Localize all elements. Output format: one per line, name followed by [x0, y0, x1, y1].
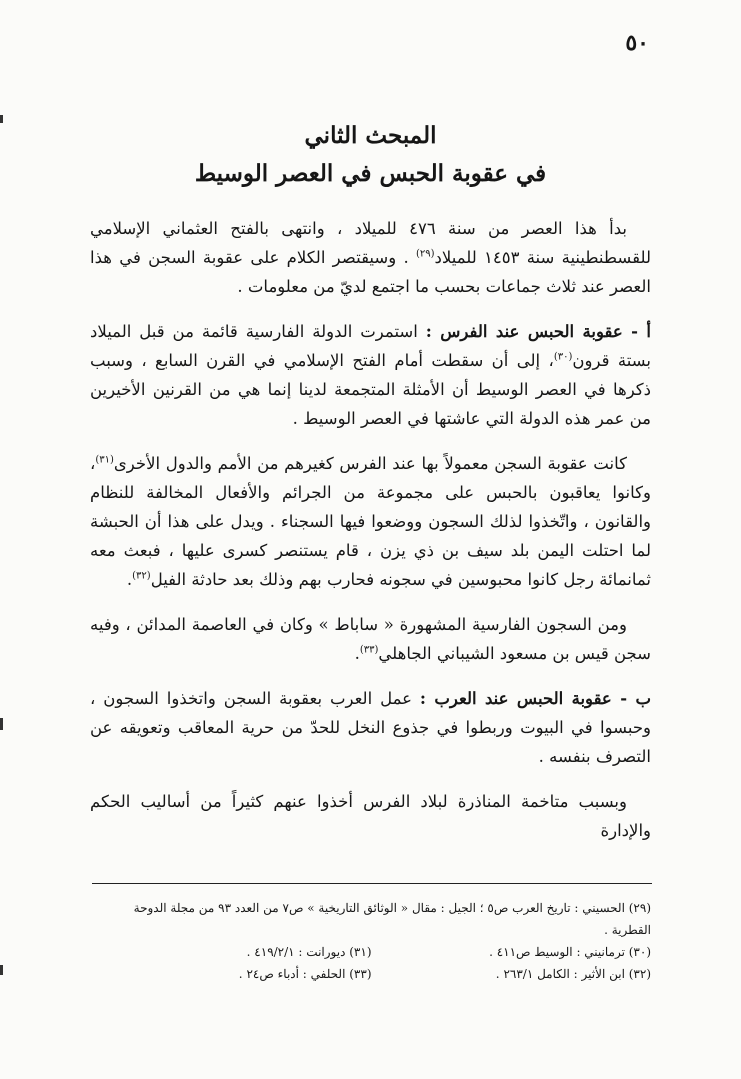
paragraph-text: . وسيقتصر الكلام على عقوبة السجن في هذا العصر عند ثلاث جماعات بحسب ما اجتمع لديّ من معلومات .: [90, 248, 651, 296]
paragraph-text: ، إلى أن سقطت أمام الفتح الإسلامي في القرن السابع ، وسبب ذكرها في العصر الوسيط أن الأمثلة المتجمعة لدينا إنما هي من القرنين الأخيرين من عمر هذه الدولة التي عاشتها في العصر الوسيط .: [90, 351, 651, 428]
footnote-ref: (٣١): [95, 454, 114, 466]
paragraph-text: عمل العرب بعقوبة السجن واتخذوا السجون ، وحبسوا في البيوت وربطوا في جذوع النخل للحدّ من حرية المعاقب وتعويقه عن التصرف بنفسه .: [90, 689, 651, 766]
footnote-29: (٢٩) الحسيني : تاريخ العرب ص٥ ؛ الجيل : مقال « الوثائق التاريخية » ص٧ من العدد ٩٣ من مجلة الدوحة القطرية .: [133, 901, 651, 937]
footnote-row: [92, 941, 651, 963]
subsection-heading-arabs: ب - عقوبة الحبس عند العرب :: [419, 689, 651, 708]
paragraph-sabat: [90, 610, 651, 668]
heading-line-1: المبحث الثاني: [304, 122, 437, 149]
footnote-31: (٣١) ديورانت : ٤١٩/٢/١ .: [246, 945, 372, 959]
paragraph-text: وبسبب متاخمة المناذرة لبلاد الفرس أخذوا عنهم كثيراً من أساليب الحكم والإدارة: [90, 792, 651, 840]
footnote-ref: (٣٢): [132, 570, 151, 582]
paragraph-persian-prisons: [90, 449, 651, 594]
scan-edge-mark: [0, 718, 3, 730]
paragraph-intro: [90, 214, 651, 301]
footnote-30: (٣٠) ترمانيني : الوسيط ص٤١١ .: [489, 945, 651, 959]
paragraph-text: بدأ هذا العصر من سنة ٤٧٦ للميلاد ، وانتهى بالفتح العثماني الإسلامي للقسطنطينية سنة ١٤٥٣ للميلاد: [90, 219, 651, 267]
paragraph-text: كانت عقوبة السجن معمولاً بها عند الفرس كغيرهم من الأمم والدول الأخرى: [113, 454, 627, 473]
footnote-33: (٣٣) الحلفي : أدباء ص٢٤ .: [238, 967, 372, 981]
paragraph-text: .: [354, 644, 360, 663]
footnotes: [92, 897, 651, 985]
paragraph-manathira: [90, 787, 651, 845]
footnote-ref: (٣٠): [553, 351, 573, 363]
paragraph-arabs: [90, 684, 651, 771]
scan-edge-mark: [0, 965, 3, 975]
subsection-heading-persians: أ - عقوبة الحبس عند الفرس :: [425, 322, 651, 341]
footnote-32: (٣٢) ابن الأثير : الكامل ٢٦٣/١ .: [495, 967, 651, 981]
page-number: ٥٠: [625, 30, 649, 56]
footnote-ref: (٢٩): [415, 248, 435, 260]
heading-line-2: في عقوبة الحبس في العصر الوسيط: [194, 160, 547, 187]
footnote-ref: (٣٣): [359, 644, 379, 656]
paragraph-text: .: [126, 570, 133, 589]
footnote-divider: [92, 883, 652, 884]
section-heading: [90, 117, 651, 193]
paragraph-persians: [90, 317, 651, 433]
paragraph-text: ومن السجون الفارسية المشهورة « ساباط » وكان في العاصمة المدائن ، وفيه سجن قيس بن مسعود الشيباني الجاهلي: [90, 615, 651, 663]
body-text: [90, 214, 651, 861]
paragraph-text: استمرت الدولة الفارسية قائمة من قبل الميلاد بستة قرون: [90, 322, 651, 370]
footnote-row: [92, 963, 651, 985]
scan-edge-mark: [0, 115, 3, 123]
paragraph-text: ، وكانوا يعاقبون بالحبس على مجموعة من الجرائم والأفعال المخالفة للنظام والقانون ، واتّخذوا لذلك السجون ووضعوا فيها السجناء . ويدل على هذا أن الحبشة لما احتلت اليمن بلد سيف بن ذي يزن ، قام يستنصر كسرى عليها ، فبعث معه ثمانمائة رجل كانوا محبوسين في سجونه فحارب بهم وذلك بعد حادثة الفيل: [90, 454, 651, 589]
